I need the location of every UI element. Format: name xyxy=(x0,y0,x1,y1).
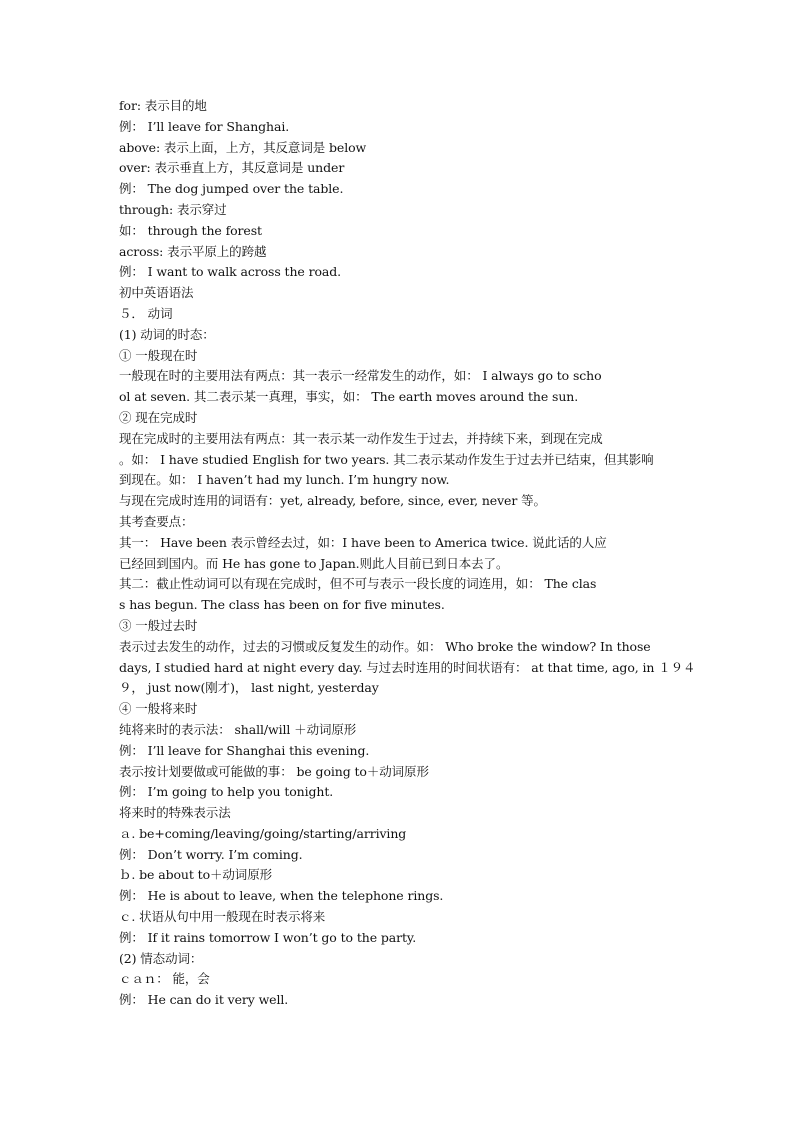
text-line: 例： If it rains tomorrow I won’t go to the party. xyxy=(119,929,417,945)
text-line: 例： I’ll leave for Shanghai. xyxy=(119,118,290,134)
document-body xyxy=(119,96,699,1011)
text-line: through: 表示穿过 xyxy=(119,201,227,217)
text-line: s has begun. The class has been on for five minutes. xyxy=(119,597,445,613)
section-heading: ５． 动词 xyxy=(119,305,173,321)
text-line: ｂ. be about to＋动词原形 xyxy=(119,867,272,883)
text-line: 表示按计划要做或可能做的事： be going to＋动词原形 xyxy=(119,763,429,779)
text-line: 例： I’m going to help you tonight. xyxy=(119,784,334,800)
text-line: ９， just now(刚才)， last night, yesterday xyxy=(119,680,379,696)
text-line: ol at seven. 其二表示某一真理，事实，如： The earth moves around the sun. xyxy=(119,389,579,405)
text-line: 一般现在时的主要用法有两点：其一表示一经常发生的动作，如： I always go to scho xyxy=(119,368,602,384)
subsection-heading: ④ 一般将来时 xyxy=(119,701,198,717)
text-line: 与现在完成时连用的词语有：yet, already, before, since, ever, never 等。 xyxy=(119,493,546,509)
text-line: 现在完成时的主要用法有两点：其一表示某一动作发生于过去，并持续下来，到现在完成 xyxy=(119,430,603,446)
section-heading: 初中英语语法 xyxy=(119,285,194,301)
text-line: 纯将来时的表示法： shall/will ＋动词原形 xyxy=(119,721,357,737)
text-line: days, I studied hard at night every day. 与过去时连用的时间状语有： at that time, ago, in １９４ xyxy=(119,659,696,675)
text-line: ａ. be+coming/leaving/going/starting/arriving xyxy=(119,825,407,841)
text-line: 例： I’ll leave for Shanghai this evening. xyxy=(119,742,370,758)
text-line: 到现在。如： I haven’t had my lunch. I’m hungry now. xyxy=(119,472,450,488)
text-line: 例： I want to walk across the road. xyxy=(119,264,342,280)
subsection-heading: (2) 情态动词： xyxy=(119,950,203,966)
subsection-heading: (1) 动词的时态： xyxy=(119,326,215,342)
text-line: 表示过去发生的动作，过去的习惯或反复发生的动作。如： Who broke the window? In those xyxy=(119,638,651,654)
text-line: over: 表示垂直上方，其反意词是 under xyxy=(119,160,345,176)
text-line: across: 表示平原上的跨越 xyxy=(119,243,267,259)
text-line: 其考查要点： xyxy=(119,513,194,529)
text-line: 如： through the forest xyxy=(119,222,262,238)
subsection-heading: ① 一般现在时 xyxy=(119,347,198,363)
subsection-heading: ② 现在完成时 xyxy=(119,409,198,425)
text-line: 例： He is about to leave, when the telephone rings. xyxy=(119,888,444,904)
text-line: 。如： I have studied English for two years. 其二表示某动作发生于过去并已结束，但其影响 xyxy=(119,451,654,467)
text-line: above: 表示上面，上方，其反意词是 below xyxy=(119,139,367,155)
text-line: 已经回到国内。而 He has gone to Japan.则此人目前已到日本去了。 xyxy=(119,555,509,571)
text-line: 其一： Have been 表示曾经去过，如：I have been to America twice. 说此话的人应 xyxy=(119,534,607,550)
text-line: ｃ. 状语从句中用一般现在时表示将来 xyxy=(119,909,326,925)
text-line: 例： He can do it very well. xyxy=(119,992,289,1008)
text-line: 将来时的特殊表示法 xyxy=(119,805,231,821)
text-line: 其二：截止性动词可以有现在完成时，但不可与表示一段长度的词连用，如： The clas xyxy=(119,576,597,592)
text-line: for: 表示目的地 xyxy=(119,98,207,113)
subsection-heading: ③ 一般过去时 xyxy=(119,617,198,633)
text-line: 例： Don’t worry. I’m coming. xyxy=(119,846,303,862)
text-line: ｃａｎ： 能，会 xyxy=(119,971,210,987)
text-line: 例： The dog jumped over the table. xyxy=(119,181,344,197)
